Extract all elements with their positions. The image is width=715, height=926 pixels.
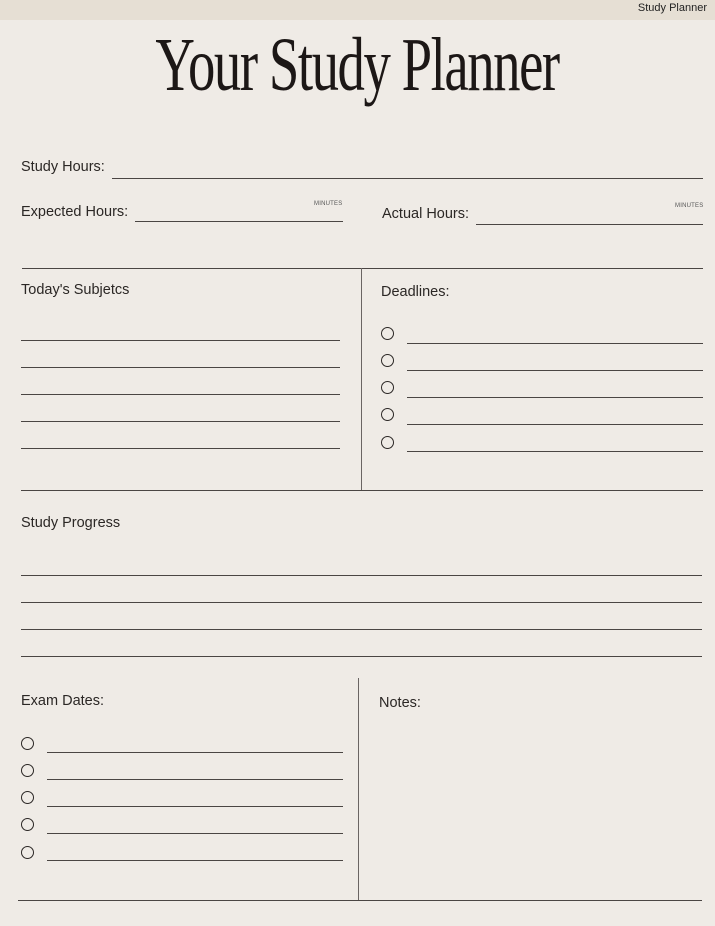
- deadline-checkbox[interactable]: [381, 354, 394, 367]
- exam-dates-label: Exam Dates:: [21, 693, 104, 709]
- exam-line[interactable]: [47, 860, 343, 861]
- subject-line[interactable]: [21, 367, 340, 368]
- top-bar: [0, 0, 715, 20]
- progress-line[interactable]: [21, 575, 702, 576]
- subject-line[interactable]: [21, 394, 340, 395]
- expected-hours-line[interactable]: [135, 221, 343, 222]
- deadline-checkbox[interactable]: [381, 381, 394, 394]
- divider-vertical: [358, 678, 359, 900]
- subject-line[interactable]: [21, 421, 340, 422]
- exam-line[interactable]: [47, 806, 343, 807]
- divider: [21, 490, 703, 491]
- page-title: Your Study Planner: [155, 23, 560, 107]
- progress-line[interactable]: [21, 602, 702, 603]
- divider: [18, 900, 702, 901]
- exam-line[interactable]: [47, 752, 343, 753]
- expected-minutes-unit: MINUTES: [314, 201, 343, 207]
- exam-checkbox[interactable]: [21, 818, 34, 831]
- divider-vertical: [361, 268, 362, 490]
- subject-line[interactable]: [21, 448, 340, 449]
- exam-checkbox[interactable]: [21, 737, 34, 750]
- deadline-line[interactable]: [407, 397, 703, 398]
- progress-line[interactable]: [21, 629, 702, 630]
- tab-label: Study Planner: [637, 2, 707, 14]
- study-hours-line[interactable]: [112, 178, 703, 179]
- deadline-checkbox[interactable]: [381, 408, 394, 421]
- exam-checkbox[interactable]: [21, 791, 34, 804]
- study-hours-label: Study Hours:: [21, 159, 105, 175]
- subject-line[interactable]: [21, 340, 340, 341]
- deadline-line[interactable]: [407, 451, 703, 452]
- deadline-checkbox[interactable]: [381, 327, 394, 340]
- exam-checkbox[interactable]: [21, 764, 34, 777]
- deadline-line[interactable]: [407, 343, 703, 344]
- study-progress-label: Study Progress: [21, 515, 121, 531]
- actual-hours-label: Actual Hours:: [382, 206, 470, 222]
- deadlines-label: Deadlines:: [381, 284, 450, 300]
- actual-hours-line[interactable]: [476, 224, 703, 225]
- exam-checkbox[interactable]: [21, 846, 34, 859]
- divider: [22, 268, 703, 269]
- deadline-checkbox[interactable]: [381, 436, 394, 449]
- deadline-line[interactable]: [407, 424, 703, 425]
- exam-line[interactable]: [47, 779, 343, 780]
- exam-line[interactable]: [47, 833, 343, 834]
- deadline-line[interactable]: [407, 370, 703, 371]
- todays-subjects-label: Today's Subjetcs: [21, 282, 130, 298]
- progress-line[interactable]: [21, 656, 702, 657]
- expected-hours-label: Expected Hours:: [21, 204, 129, 220]
- actual-minutes-unit: MINUTES: [675, 203, 704, 209]
- notes-label: Notes:: [379, 695, 421, 711]
